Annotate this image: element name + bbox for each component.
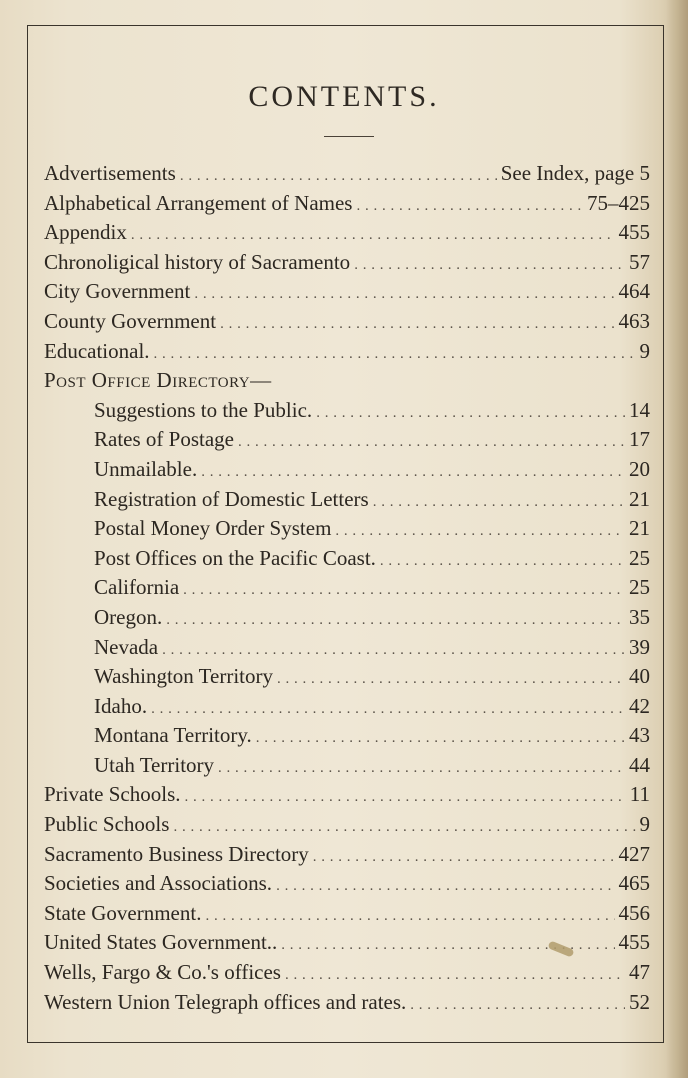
toc-entry-label: State Government.: [44, 900, 202, 925]
dot-leader: [238, 428, 625, 458]
toc-entry-advertisements[interactable]: [44, 159, 650, 189]
toc-entry-page: 44: [629, 752, 650, 777]
toc-entry-suggestions[interactable]: [44, 396, 650, 426]
toc-entry-business-directory[interactable]: [44, 840, 650, 870]
toc-entry-idaho[interactable]: [44, 692, 650, 722]
toc-entry-page: 35: [629, 604, 650, 629]
dot-leader: [154, 340, 636, 370]
dot-leader: [162, 636, 625, 666]
toc-entry-label: Idaho.: [94, 693, 148, 718]
toc-entry-city-government[interactable]: [44, 277, 650, 307]
toc-entry-public-schools[interactable]: [44, 810, 650, 840]
toc-entry-utah[interactable]: [44, 751, 650, 781]
dot-leader: [173, 813, 635, 843]
toc-entry-page: 25: [629, 575, 650, 600]
toc-entry-label: Unmailable.: [94, 456, 198, 481]
toc-entry-nevada[interactable]: [44, 633, 650, 663]
toc-entry-page: 21: [629, 516, 650, 541]
toc-entry-label: Post Offices on the Pacific Coast.: [94, 545, 376, 570]
dot-leader: [354, 251, 625, 281]
toc-entry-label: Registration of Domestic Letters: [94, 486, 369, 511]
dot-leader: [277, 665, 625, 695]
toc-entry-page: 17: [629, 427, 650, 452]
toc-entry-pacific-coast[interactable]: [44, 544, 650, 574]
toc-entry-label: Washington Territory: [94, 664, 274, 689]
page-gutter-shadow: [666, 0, 688, 1078]
dot-leader: [194, 280, 614, 310]
page-title: CONTENTS.: [248, 80, 440, 113]
toc-entry-montana[interactable]: [44, 721, 650, 751]
toc-entry-label: Appendix: [44, 220, 127, 245]
toc-entry-wells-fargo[interactable]: [44, 958, 650, 988]
dot-leader: [131, 221, 615, 251]
toc-entry-label: Alphabetical Arrangement of Names: [44, 190, 353, 215]
toc-entry-page: 427: [618, 841, 650, 866]
toc-entry-page: 39: [629, 634, 650, 659]
table-of-contents: [44, 159, 650, 1017]
dot-leader: [316, 399, 625, 429]
dot-leader: [256, 724, 625, 754]
dot-leader: [410, 991, 625, 1021]
dot-leader: [185, 783, 626, 813]
toc-entry-unmailable[interactable]: [44, 455, 650, 485]
toc-entry-washington[interactable]: [44, 662, 650, 692]
toc-entry-page: 75–425: [587, 190, 650, 215]
toc-entry-private-schools[interactable]: [44, 780, 650, 810]
toc-entry-state-government[interactable]: [44, 899, 650, 929]
toc-entry-label: Postal Money Order System: [94, 516, 332, 541]
toc-entry-label: Advertisements: [44, 161, 176, 185]
toc-entry-county-government[interactable]: [44, 307, 650, 337]
toc-entry-page: 40: [629, 664, 650, 689]
toc-entry-page: See Index, page 5: [500, 161, 650, 185]
toc-entry-label: Suggestions to the Public.: [94, 397, 313, 422]
toc-entry-label: City Government: [44, 279, 191, 304]
toc-entry-page: 57: [629, 249, 650, 274]
section-heading-post-office: Post Office Directory—: [44, 368, 272, 393]
toc-entry-page: 21: [629, 486, 650, 511]
toc-entry-societies[interactable]: [44, 869, 650, 899]
dot-leader: [201, 458, 625, 488]
toc-entry-label: Sacramento Business Directory: [44, 841, 309, 866]
toc-entry-page: 455: [618, 220, 650, 245]
toc-entry-page: 464: [618, 279, 650, 304]
toc-entry-money-order[interactable]: [44, 514, 650, 544]
dot-leader: [151, 695, 625, 725]
dot-leader: [285, 961, 625, 991]
toc-entry-label: Utah Territory: [94, 752, 215, 777]
toc-entry-appendix[interactable]: [44, 218, 650, 248]
dot-leader: [373, 488, 625, 518]
toc-entry-california[interactable]: [44, 573, 650, 603]
toc-entry-label: United States Government..: [44, 930, 278, 955]
title-divider: [324, 136, 374, 137]
toc-entry-oregon[interactable]: [44, 603, 650, 633]
toc-entry-page: 11: [629, 782, 650, 807]
toc-entry-page: 14: [629, 397, 650, 422]
dot-leader: [166, 606, 625, 636]
toc-entry-page: 20: [629, 456, 650, 481]
toc-entry-label: Wells, Fargo & Co.'s offices: [44, 960, 281, 985]
toc-entry-label: Private Schools.: [44, 782, 181, 807]
toc-entry-page: 463: [618, 308, 650, 333]
toc-entry-label: Public Schools: [44, 812, 170, 837]
dot-leader: [356, 192, 583, 222]
toc-entry-label: Western Union Telegraph offices and rates.: [44, 989, 407, 1014]
toc-entry-page: 42: [629, 693, 650, 718]
toc-entry-label: Rates of Postage: [94, 427, 234, 452]
dot-leader: [220, 310, 614, 340]
toc-entry-label: Oregon.: [94, 604, 163, 629]
toc-entry-page: 52: [629, 989, 650, 1014]
toc-entry-page: 25: [629, 545, 650, 570]
toc-entry-page: 465: [618, 871, 650, 896]
toc-entry-page: 456: [618, 900, 650, 925]
toc-entry-label: Educational.: [44, 338, 150, 363]
dot-leader: [313, 843, 615, 873]
toc-entry-chronological-history[interactable]: [44, 248, 650, 278]
toc-entry-alphabetical-names[interactable]: [44, 189, 650, 219]
toc-entry-page: 455: [618, 930, 650, 955]
toc-entry-western-union[interactable]: [44, 988, 650, 1018]
toc-entry-label: County Government: [44, 308, 217, 333]
toc-entry-page: 43: [629, 723, 650, 748]
toc-entry-label: Montana Territory.: [94, 723, 252, 748]
toc-entry-educational[interactable]: [44, 337, 650, 367]
dot-leader: [380, 547, 625, 577]
toc-entry-page: 9: [639, 812, 650, 837]
toc-entry-page: 47: [629, 960, 650, 985]
toc-entry-page: 9: [639, 338, 650, 363]
toc-entry-label: Nevada: [94, 634, 159, 659]
toc-entry-label: Societies and Associations.: [44, 871, 273, 896]
dot-leader: [218, 754, 625, 784]
dot-leader: [180, 162, 497, 192]
toc-entry-rates-of-postage[interactable]: [44, 425, 650, 455]
dot-leader: [335, 517, 625, 547]
dot-leader: [276, 872, 614, 902]
dot-leader: [183, 576, 625, 606]
toc-entry-registration[interactable]: [44, 485, 650, 515]
dot-leader: [205, 902, 614, 932]
toc-entry-label: California: [94, 575, 180, 600]
toc-entry-label: Chronoligical history of Sacramento: [44, 249, 351, 274]
